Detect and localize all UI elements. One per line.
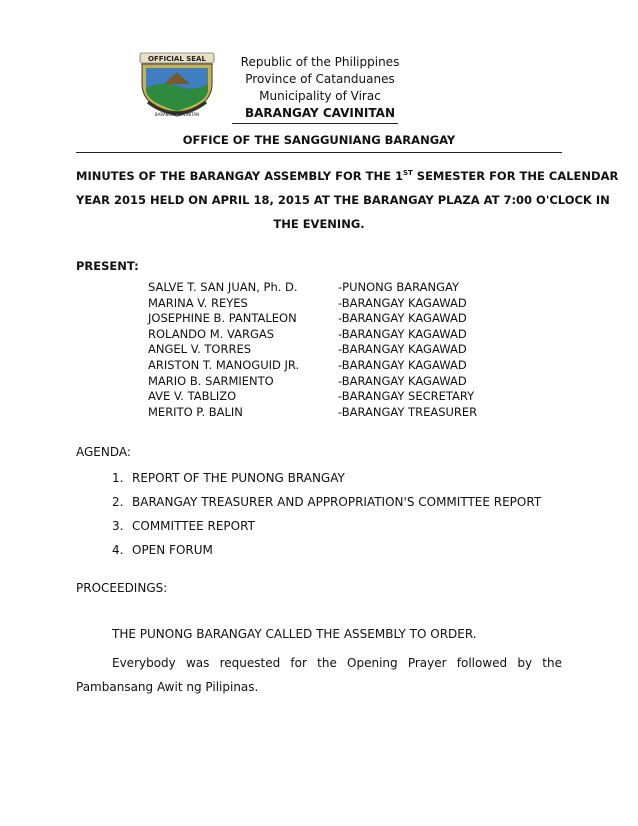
minutes-line2: YEAR 2015 HELD ON APRIL 18, 2015 AT THE BARANGAY PLAZA AT 7:00 O'CLOCK IN (76, 193, 610, 207)
seal-top-text: OFFICIAL SEAL (148, 55, 206, 63)
present-row: ANGEL V. TORRES -BARANGAY KAGAWAD (148, 342, 467, 357)
agenda-item: 1. REPORT OF THE PUNONG BRANGAY (112, 471, 345, 485)
agenda-item: 2. BARANGAY TREASURER AND APPROPRIATION'S COMMITTEE REPORT (112, 495, 542, 509)
present-row: ARISTON T. MANOGUID JR. -BARANGAY KAGAWAD (148, 357, 467, 372)
minutes-title (76, 164, 619, 236)
present-row: JOSEPHINE B. PANTALEON -BARANGAY KAGAWAD (148, 311, 467, 326)
letterhead-line2: Province of Catanduanes (245, 72, 395, 86)
superscript-st: ST (402, 169, 413, 178)
proceedings-paragraph1: THE PUNONG BARANGAY CALLED THE ASSEMBLY TO ORDER. (112, 627, 477, 641)
letterhead-divider (232, 123, 398, 124)
proceedings-label: PROCEEDINGS: (76, 581, 168, 595)
present-row: MERITO P. BALIN -BARANGAY TREASURER (148, 404, 478, 419)
office-heading: OFFICE OF THE SANGGUNIANG BARANGAY (182, 133, 456, 147)
letterhead-line3: Municipality of Virac (259, 89, 381, 103)
minutes-line1: MINUTES OF THE BARANGAY ASSEMBLY FOR THE 1ST SEMESTER FOR THE CALENDAR (76, 169, 619, 183)
heading-divider (76, 152, 562, 153)
seal-bottom-text: BARANGAY CAVINITAN (154, 112, 200, 117)
present-row: SALVE T. SAN JUAN, Ph. D. -PUNONG BARANGAY (148, 280, 459, 294)
paragraph2-line2: Pambansang Awit ng Pilipinas. (76, 680, 259, 694)
letterhead-barangay: BARANGAY CAVINITAN (245, 106, 395, 120)
paragraph2-line1: Everybody was requested for the Opening Prayer followed by the (112, 656, 562, 670)
agenda-list (112, 466, 541, 562)
present-row: AVE V. TABLIZO -BARANGAY SECRETARY (148, 389, 475, 404)
agenda-label: AGENDA: (76, 445, 131, 459)
present-row: ROLANDO M. VARGAS -BARANGAY KAGAWAD (148, 326, 467, 341)
letterhead (200, 54, 440, 122)
letterhead-line1: Republic of the Philippines (240, 55, 400, 69)
present-row: MARINA V. REYES -BARANGAY KAGAWAD (148, 295, 467, 310)
agenda-item: 3. COMMITTEE REPORT (112, 519, 255, 533)
present-list (148, 280, 477, 420)
present-label: PRESENT: (76, 259, 139, 273)
agenda-item: 4. OPEN FORUM (112, 543, 213, 557)
present-row: MARIO B. SARMIENTO -BARANGAY KAGAWAD (148, 373, 467, 388)
proceedings-paragraph2 (76, 651, 562, 699)
minutes-line3: THE EVENING. (273, 217, 365, 231)
